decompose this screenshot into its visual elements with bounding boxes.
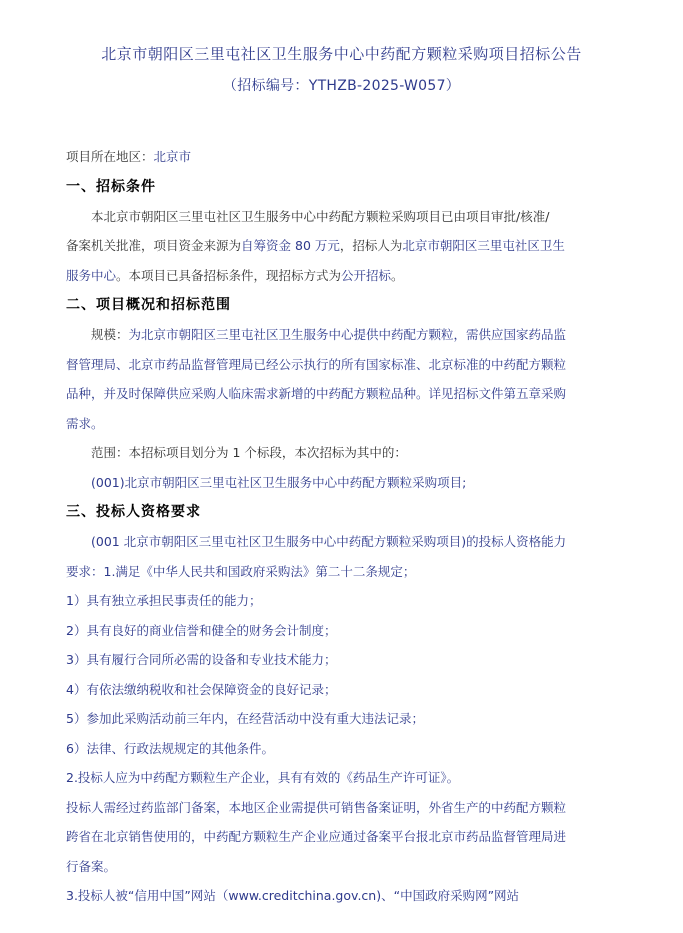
requirement-note-3: 行备案。 <box>66 858 117 874</box>
qualification-item: 3）具有履行合同所必需的设备和专业技术能力； <box>66 652 337 667</box>
conditions-text: 备案机关批准，项目资金来源为 <box>66 238 242 253</box>
qualification-item: 5）参加此采购活动前三年内，在经营活动中没有重大违法记录； <box>66 711 424 726</box>
funding-source: 自筹资金 80 万元 <box>241 238 340 253</box>
document-body <box>66 142 606 911</box>
qualification-item: 1）具有独立承担民事责任的能力； <box>66 593 262 608</box>
lot-line: (001)北京市朝阳区三里屯社区卫生服务中心中药配方颗粒采购项目; <box>91 474 467 490</box>
qualification-intro-2: 要求：1.满足《中华人民共和国政府采购法》第二十二条规定； <box>66 563 416 579</box>
tenderer-name: 北京市朝阳区三里屯社区卫生 <box>402 238 565 253</box>
qualification-item: 4）有依法缴纳税收和社会保障资金的良好记录； <box>66 681 337 697</box>
section-heading-scope: 二、项目概况和招标范围 <box>66 297 231 313</box>
page-title: 北京市朝阳区三里屯社区卫生服务中心中药配方颗粒采购项目招标公告 <box>101 45 582 63</box>
requirement-note-1: 投标人需经过药监部门备案，本地区企业需提供可销售备案证明，外省生产的中药配方颗粒 <box>66 799 567 815</box>
location-label: 项目所在地区： <box>66 149 154 164</box>
requirement-note-2: 跨省在北京销售使用的，中药配方颗粒生产企业应通过备案平台报北京市药品监督管理局进 <box>66 829 567 844</box>
conditions-text: 。 <box>391 267 404 283</box>
conditions-line-3 <box>66 261 606 291</box>
scale-line-3: 品种，并及时保障供应采购人临床需求新增的中药配方颗粒品种。详见招标文件第五章采购 <box>66 386 567 401</box>
qualification-intro-1: (001 北京市朝阳区三里屯社区卫生服务中心中药配方颗粒采购项目)的投标人资格能力 <box>91 534 567 549</box>
conditions-line-2 <box>66 231 606 261</box>
location-value: 北京市 <box>153 149 192 164</box>
scale-line-2: 督管理局、北京市药品监督管理局已经公示执行的所有国家标准、北京标准的中药配方颗粒 <box>66 356 567 372</box>
requirement-2: 2.投标人应为中药配方颗粒生产企业，具有有效的《药品生产许可证》。 <box>66 770 460 785</box>
range-line: 范围：本招标项目划分为 1 个标段，本次招标为其中的： <box>91 445 407 460</box>
project-location <box>66 142 606 172</box>
scale-line-1 <box>66 320 606 350</box>
scale-line-4: 需求。 <box>66 415 104 431</box>
tender-number: （招标编号：YTHZB-2025-W057） <box>222 78 461 94</box>
section-heading-conditions: 一、招标条件 <box>66 178 156 195</box>
qualification-item: 6）法律、行政法规规定的其他条件。 <box>66 740 274 756</box>
scale-text: 为北京市朝阳区三里屯社区卫生服务中心提供中药配方颗粒，需供应国家药品监 <box>128 327 567 342</box>
conditions-text: 。本项目已具备招标条件，现招标方式为 <box>116 267 342 283</box>
section-heading-qualification: 三、投标人资格要求 <box>66 504 201 520</box>
scale-label: 规模： <box>91 327 129 342</box>
requirement-3: 3.投标人被“信用中国”网站（www.creditchina.gov.cn)、“中国政府采购网”网站 <box>66 888 520 903</box>
conditions-line-1: 本北京市朝阳区三里屯社区卫生服务中心中药配方颗粒采购项目已由项目审批/核准/ <box>91 208 550 224</box>
tenderer-name: 服务中心 <box>66 267 117 283</box>
qualification-item: 2）具有良好的商业信誉和健全的财务会计制度； <box>66 622 337 638</box>
conditions-text: ，招标人为 <box>339 238 403 253</box>
tender-method: 公开招标 <box>341 267 392 283</box>
